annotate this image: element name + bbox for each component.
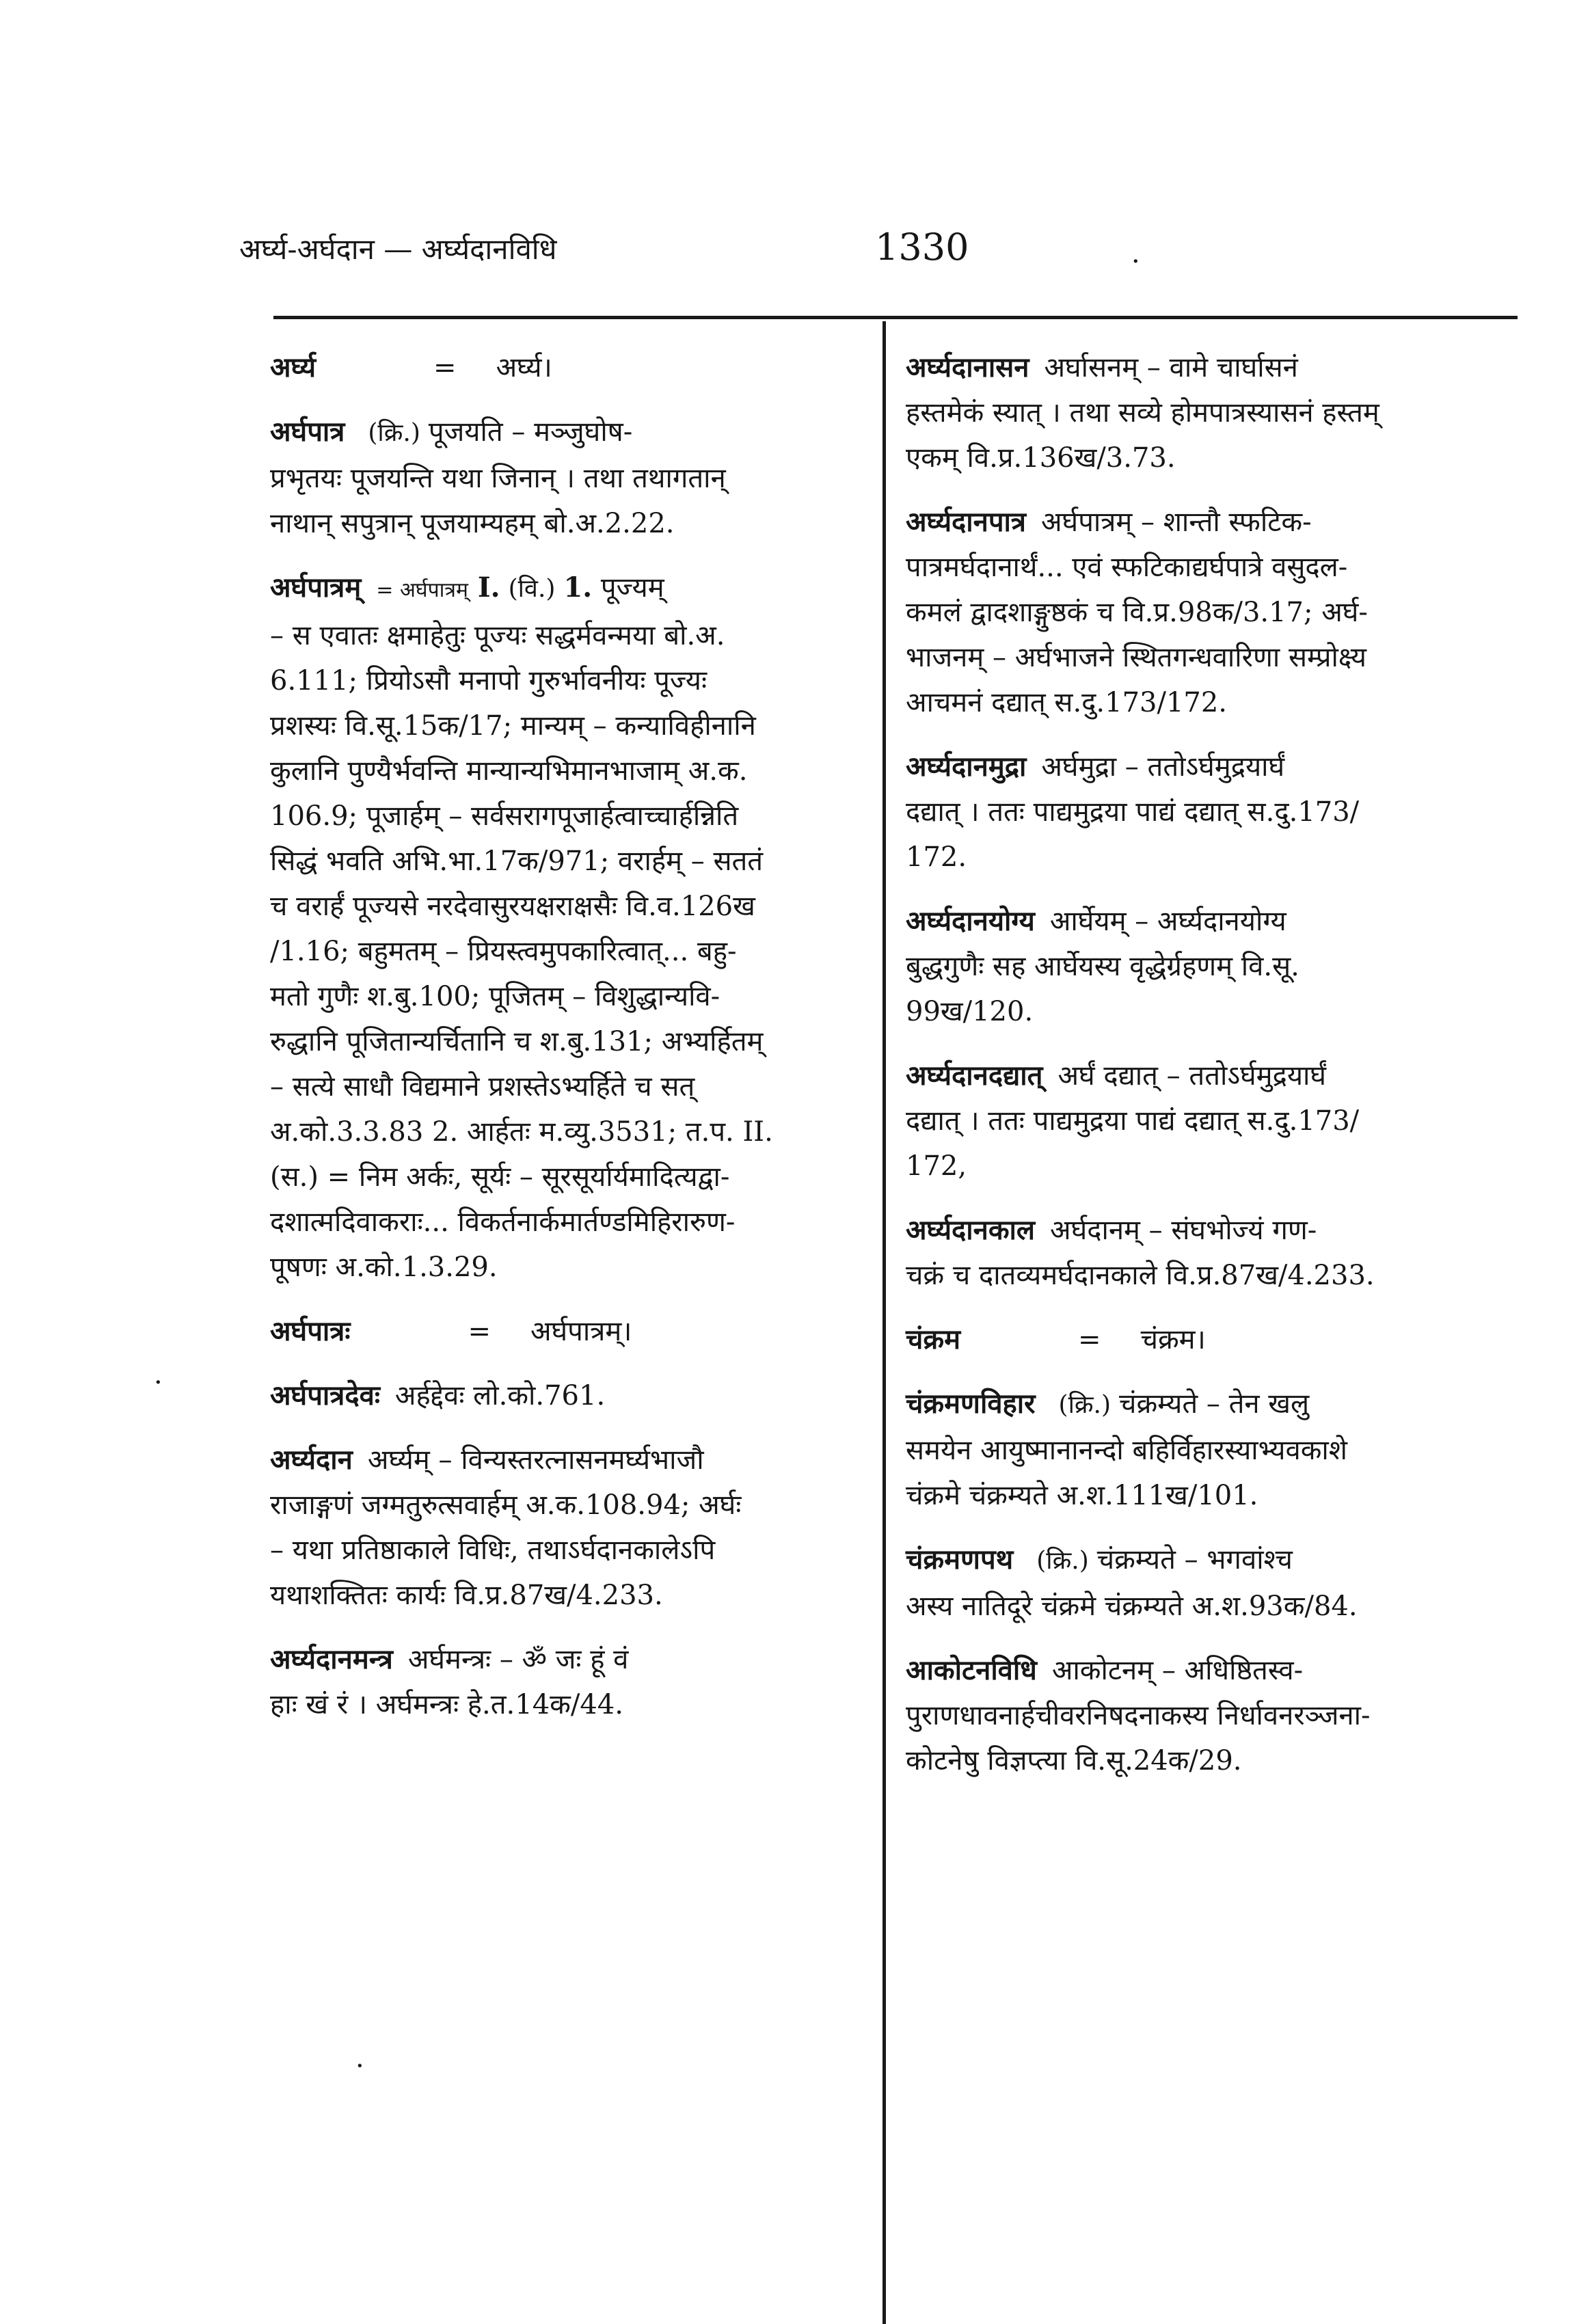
grammar-label: (क्रि.) <box>368 419 420 447</box>
entry-line: अर्घ्यम् – विन्यस्तरत्नासनमर्घ्यभाजौ <box>367 1444 704 1476</box>
entry-line: पुराणधावनार्हचीवरनिषदनाकस्य निर्धावनरञ्जना- <box>906 1700 1371 1731</box>
dictionary-entry <box>906 1648 1507 1783</box>
headword: चंक्रम <box>906 1323 961 1355</box>
scan-speck: · <box>154 1367 163 1399</box>
right-column <box>906 345 1507 1802</box>
headword: अर्घ्यदानदद्यात् <box>906 1059 1043 1092</box>
dictionary-entry <box>906 899 1507 1034</box>
entry-line: हाः खं रं । अर्घमन्त्रः हे.त.14क/44. <box>270 1689 623 1720</box>
entry-line: नाथान् सपुत्रान् पूजयाम्यहम् बो.अ.2.22. <box>270 508 675 539</box>
entry-line: अर्घासनम् – वामे चार्घासनं <box>1044 352 1298 383</box>
headword: अर्घ्यदानासन <box>906 351 1029 383</box>
entry-line: अर्घं दद्यात् – ततोऽर्घमुद्रयार्घं <box>1057 1060 1327 1092</box>
entry-line: चक्रं च दातव्यमर्घदानकाले वि.प्र.87ख/4.233. <box>906 1260 1375 1291</box>
entry-line: भाजनम् – अर्घभाजने स्थितगन्धवारिणा सम्प्रोक्ष्य <box>906 642 1366 673</box>
headword: चंक्रमणपथ <box>906 1543 1014 1576</box>
entry-line: दशात्मदिवाकराः... विकर्तनार्कमार्तण्डमिहिरारुण- <box>270 1206 736 1238</box>
dictionary-entry <box>906 744 1507 880</box>
entry-line: अ.को.3.3.83 2. आर्हतः म.व्यु.3531; त.प. II. <box>270 1116 773 1148</box>
entry-line: पूजयति – मञ्जुघोष- <box>428 416 633 448</box>
entry-line: मतो गुणैः श.बु.100; पूजितम् – विशुद्धान्यवि- <box>270 981 720 1012</box>
entry-line: कुलानि पुण्यैर्भवन्ति मान्यान्यभिमानभाजाम् अ.क. <box>270 755 748 787</box>
cross-reference: अर्घपात्रम्। <box>530 1316 632 1347</box>
dictionary-entry <box>906 1537 1507 1629</box>
variant-form: = अर्घपात्रम् <box>376 578 468 602</box>
entry-line: पात्रमर्घदानार्थं... एवं स्फटिकाद्यर्घपात्रे वसुदल- <box>906 552 1348 583</box>
entry-line: बुद्धगुणैः सह आर्घेयस्य वृद्धेर्ग्रहणम् वि.सू. <box>906 951 1299 982</box>
headword: अर्घपात्र <box>270 416 345 448</box>
entry-line: यथाशक्तितः कार्यः वि.प्र.87ख/4.233. <box>270 1580 663 1611</box>
headword: अर्घ्यदानमुद्रा <box>906 751 1027 783</box>
header-rule <box>273 316 1518 319</box>
headword: अर्घ्यदान <box>270 1444 353 1476</box>
entry-line: चंक्रमे चंक्रम्यते अ.श.111ख/101. <box>906 1480 1258 1511</box>
entry-line: पूज्यम् <box>600 572 664 604</box>
dictionary-entry <box>270 409 865 546</box>
entry-line: 99ख/120. <box>906 996 1034 1027</box>
page-number: 1330 <box>875 226 969 269</box>
entry-line: 172. <box>906 841 967 873</box>
running-head: अर्घ्य-अर्घदान — अर्घ्यदानविधि <box>239 232 557 266</box>
equals-sign: = <box>1078 1324 1101 1355</box>
dictionary-entry <box>270 1437 865 1618</box>
cross-reference: अर्घ्य। <box>496 352 552 383</box>
entry-line: च वरार्हं पूज्यसे नरदेवासुरयक्षराक्षसैः वि.व.126ख <box>270 891 755 922</box>
equals-sign: = <box>433 352 457 383</box>
entry-line: – सत्ये साधौ विद्यमाने प्रशस्तेऽभ्यर्हिते च सत् <box>270 1071 695 1103</box>
dictionary-entry <box>906 1053 1507 1189</box>
dictionary-entry <box>906 1381 1507 1518</box>
entry-line: 172, <box>906 1150 967 1182</box>
entry-line: चंक्रम्यते – तेन खलु <box>1119 1388 1310 1420</box>
headword: चंक्रमणविहार <box>906 1388 1036 1420</box>
entry-line: चंक्रम्यते – भगवांश्च <box>1096 1544 1293 1576</box>
dictionary-entry <box>270 1309 865 1354</box>
entry-line: अर्घपात्रम् – शान्तौ स्फटिक- <box>1041 506 1312 538</box>
scan-speck: · <box>355 2051 364 2082</box>
dictionary-entry <box>906 1317 1507 1362</box>
headword: अर्घ्यदानयोग्य <box>906 905 1035 937</box>
column-divider <box>882 321 886 2324</box>
entry-line: – स एवातः क्षमाहेतुः पूज्यः सद्धर्मवन्मया बो.अ. <box>270 620 725 651</box>
headword: अर्घ्यदानपात्र <box>906 506 1026 538</box>
grammar-label: (वि.) <box>508 575 556 603</box>
entry-line: राजाङ्गणं जग्मतुरुत्सवार्हम् अ.क.108.94; अर्घः <box>270 1489 742 1521</box>
dictionary-entry <box>906 1208 1507 1298</box>
headword: अर्घपात्रः <box>270 1315 351 1347</box>
cross-reference: चंक्रम। <box>1140 1324 1206 1355</box>
dictionary-entry <box>906 500 1507 725</box>
dictionary-entry <box>270 1637 865 1727</box>
entry-line: कमलं द्वादशाङ्गुष्ठकं च वि.प्र.98क/3.17; अर्घ- <box>906 597 1368 628</box>
entry-line: 6.111; प्रियोऽसौ मनापो गुरुर्भावनीयः पूज्यः <box>270 665 708 697</box>
sense-number: 1. <box>563 571 593 604</box>
entry-line: प्रशस्यः वि.सू.15क/17; मान्यम् – कन्याविहीनानि <box>270 710 756 742</box>
headword: अर्घ्यदानमन्त्र <box>270 1643 393 1675</box>
dictionary-entry <box>270 1373 865 1418</box>
grammar-label: (क्रि.) <box>1058 1391 1111 1419</box>
entry-line: (स.) = निम अर्कः, सूर्यः – सूरसूर्यार्यमादित्यद्वा- <box>270 1161 730 1193</box>
entry-line: दद्यात् । ततः पाद्यमुद्रया पाद्यं दद्यात् स.दु.173/ <box>906 1105 1360 1137</box>
entry-line: रुद्धानि पूजितान्यर्चितानि च श.बु.131; अभ्यर्हितम् <box>270 1026 764 1057</box>
headword: अर्घपात्रदेवः <box>270 1379 380 1411</box>
entry-line: पूषणः अ.को.1.3.29. <box>270 1252 498 1283</box>
entry-line: आचमनं दद्यात् स.दु.173/172. <box>906 687 1228 718</box>
sense-marker: I. <box>477 571 500 604</box>
entry-line: एकम् वि.प्र.136ख/3.73. <box>906 442 1176 474</box>
entry-line: समयेन आयुष्मानानन्दो बहिर्विहारस्याभ्यवकाशे <box>906 1435 1347 1466</box>
headword: आकोटनविधि <box>906 1654 1037 1686</box>
headword: अर्घ्यदानकाल <box>906 1214 1036 1246</box>
entry-line: अर्हद्देवः लो.को.761. <box>394 1380 606 1411</box>
entry-line: अर्घमुद्रा – ततोऽर्घमुद्रयार्घं <box>1041 751 1285 783</box>
left-column <box>270 345 865 1746</box>
entry-line: – यथा प्रतिष्ठाकाले विधिः, तथाऽर्घदानकालेऽपि <box>270 1535 716 1566</box>
dictionary-entry <box>906 345 1507 481</box>
entry-line: आकोटनम् – अधिष्ठितस्व- <box>1051 1655 1304 1686</box>
dictionary-entry <box>270 345 865 390</box>
grammar-label: (क्रि.) <box>1036 1547 1089 1575</box>
entry-line: दद्यात् । ततः पाद्यमुद्रया पाद्यं दद्यात् स.दु.173/ <box>906 796 1360 828</box>
entry-line: कोटनेषु विज्ञप्त्या वि.सू.24क/29. <box>906 1745 1242 1776</box>
entry-line: आर्घेयम् – अर्घ्यदानयोग्य <box>1049 906 1286 937</box>
entry-line: 106.9; पूजार्हम् – सर्वसरागपूजार्हत्वाच्चार्हन्निति <box>270 800 739 832</box>
headword: अर्घ्य <box>270 351 316 383</box>
dictionary-entry <box>270 565 865 1290</box>
entry-line: अर्घदानम् – संघभोज्यं गण- <box>1050 1215 1317 1246</box>
headword: अर्घपात्रम् <box>270 571 362 604</box>
entry-line: हस्तमेकं स्यात् । तथा सव्ये होमपात्रस्यासनं हस्तम् <box>906 397 1379 429</box>
entry-line: अर्घमन्त्रः – ॐ जः हूं वं <box>407 1644 629 1675</box>
entry-line: /1.16; बहुमतम् – प्रियस्त्वमुपकारित्वात्... बहु- <box>270 936 737 967</box>
equals-sign: = <box>468 1316 491 1347</box>
entry-line: सिद्धं भवति अभि.भा.17क/971; वरार्हम् – सततं <box>270 846 764 877</box>
entry-line: प्रभृतयः पूजयन्ति यथा जिनान् । तथा तथागतान् <box>270 463 726 494</box>
scan-speck: · <box>1131 246 1140 278</box>
entry-line: अस्य नातिदूरे चंक्रमे चंक्रम्यते अ.श.93क/84. <box>906 1591 1358 1622</box>
